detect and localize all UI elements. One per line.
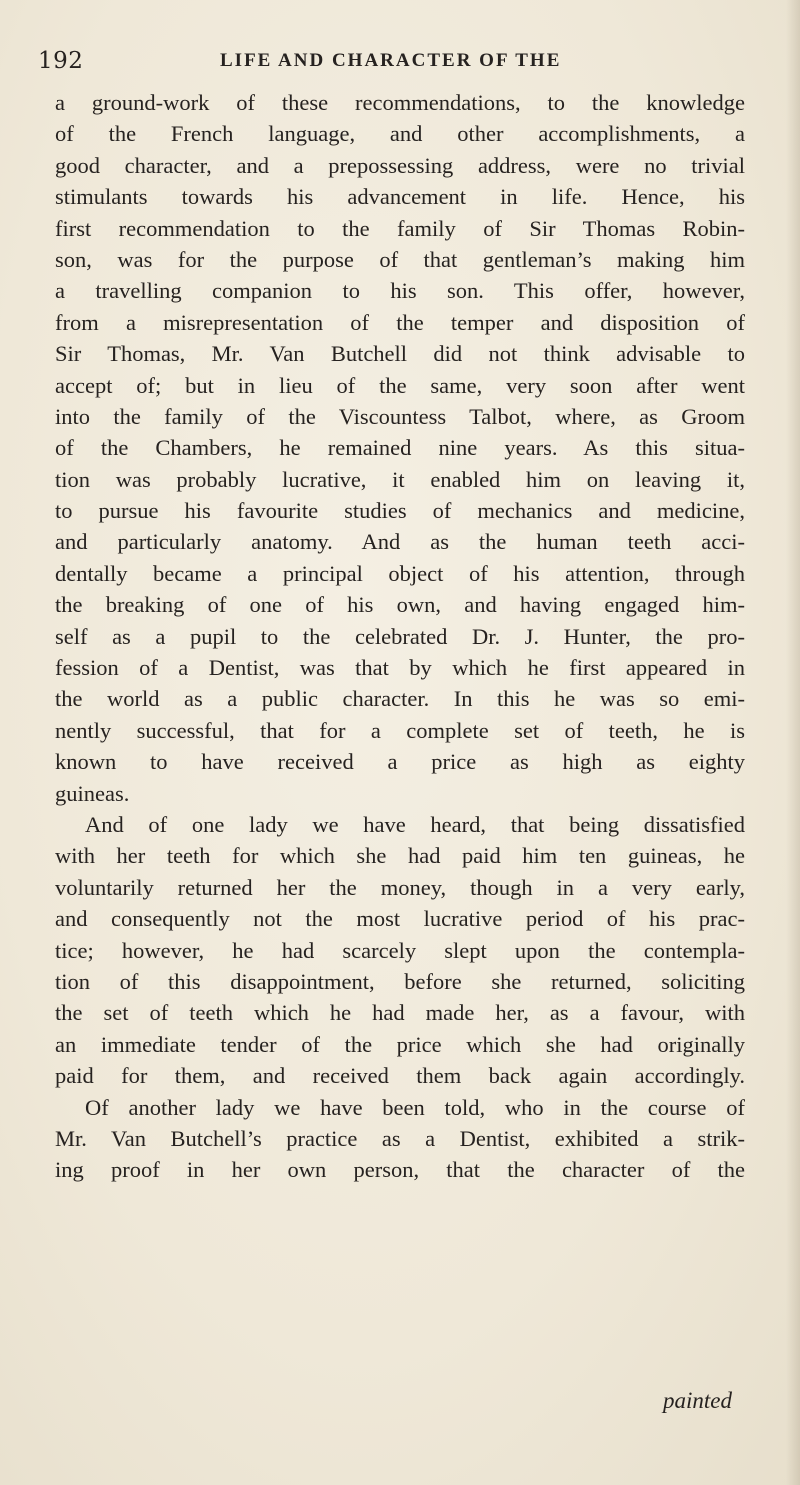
text-line: voluntarily returned her the money, though in a very early, [55,874,745,900]
text-line: first recommendation to the family of Sir Thomas Robin- [55,215,745,241]
text-line: paid for them, and received them back again accordingly. [55,1063,745,1089]
text-line: And of one lady we have heard, that being dissatisfied [85,811,745,837]
text-line: dentally became a principal object of his attention, through [55,560,745,586]
text-line: guineas. [55,780,130,806]
text-line: Mr. Van Butchell’s practice as a Dentist, exhibited a strik- [55,1125,745,1151]
text-line: nently successful, that for a complete set of teeth, he is [55,717,745,743]
running-head: LIFE AND CHARACTER OF THE [220,50,562,71]
text-line: and consequently not the most lucrative period of his prac- [55,906,745,932]
text-line: a travelling companion to his son. This offer, however, [55,278,745,304]
text-line: and particularly anatomy. And as the human teeth acci- [55,529,745,555]
text-line: good character, and a prepossessing address, were no trivial [55,152,745,178]
page-edge-shadow [786,0,800,1485]
text-line: from a misrepresentation of the temper and disposition of [55,309,745,335]
text-line: the breaking of one of his own, and having engaged him- [55,592,745,618]
page-number: 192 [38,48,84,74]
text-line: the world as a public character. In this he was so emi- [55,686,745,712]
text-line: stimulants towards his advancement in life. Hence, his [55,184,745,210]
text-line: an immediate tender of the price which she had originally [55,1031,745,1057]
text-line: fession of a Dentist, was that by which he first appeared in [55,655,745,681]
text-line: accept of; but in lieu of the same, very soon after went [55,372,745,398]
text-line: tion was probably lucrative, it enabled him on leaving it, [55,466,745,492]
text-line: Sir Thomas, Mr. Van Butchell did not think advisable to [55,341,745,367]
body-text [55,87,745,1186]
text-line: tion of this disappointment, before she returned, soliciting [55,968,745,994]
text-line: with her teeth for which she had paid him ten guineas, he [55,843,745,869]
text-line: ing proof in her own person, that the character of the [55,1157,745,1183]
text-line: self as a pupil to the celebrated Dr. J. Hunter, the pro- [55,623,745,649]
page-header [38,48,778,82]
text-line: to pursue his favourite studies of mechanics and medicine, [55,498,745,524]
text-line: son, was for the purpose of that gentleman’s making him [55,246,745,272]
text-line: Of another lady we have been told, who in the course of [85,1094,745,1120]
text-line: a ground-work of these recommendations, to the knowledge [55,90,745,115]
text-line: known to have received a price as high as eighty [55,749,745,775]
text-line: into the family of the Viscountess Talbot, where, as Groom [55,403,745,429]
text-line: of the French language, and other accomplishments, a [55,121,745,147]
text-line: of the Chambers, he remained nine years. As this situa- [55,435,745,461]
text-line: tice; however, he had scarcely slept upon the contempla- [55,937,745,963]
text-line: the set of teeth which he had made her, as a favour, with [55,1000,745,1026]
catchword: painted [663,1388,732,1413]
